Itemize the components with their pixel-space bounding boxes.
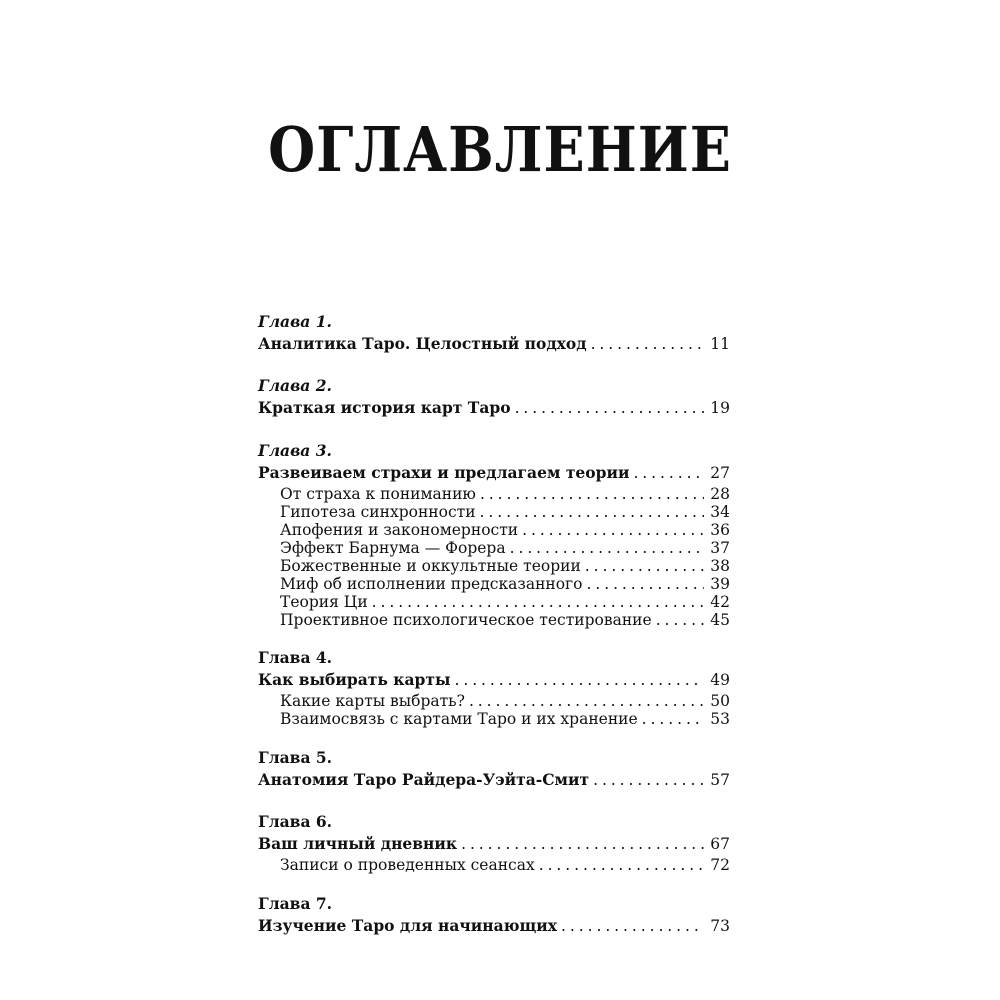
section-entry[interactable] [258, 593, 730, 611]
chapter-title: Ваш личный дневник [258, 834, 458, 853]
chapter-7 [258, 893, 730, 938]
chapter-label: Глава 2. [258, 376, 332, 395]
section-title: Апофения и закономерности [280, 521, 519, 539]
section-title: От страха к пониманию [280, 485, 476, 503]
page-number: 36 [710, 521, 730, 539]
section-entry[interactable] [258, 611, 730, 629]
chapter-label: Глава 6. [258, 812, 333, 831]
section-title: Записи о проведенных сеансах [280, 856, 535, 874]
dot-leader [510, 539, 705, 557]
section-entry[interactable] [258, 692, 730, 710]
chapter-title: Аналитика Таро. Целостный подход [258, 334, 587, 353]
chapter-title: Изучение Таро для начинающих [258, 916, 558, 935]
chapter-title: Анатомия Таро Райдера-Уэйта-Смит [258, 770, 590, 789]
section-entry[interactable] [258, 485, 730, 503]
chapter-label: Глава 1. [258, 312, 332, 331]
section-title: Проективное психологическое тестирование [280, 611, 652, 629]
chapter-entry[interactable] [258, 332, 730, 356]
chapter-entry[interactable] [258, 396, 730, 420]
section-title: Взаимосвязь с картами Таро и их хранение [280, 710, 638, 728]
chapter-label: Глава 5. [258, 748, 333, 767]
dot-leader [591, 332, 705, 356]
chapter-1 [258, 311, 730, 356]
chapter-title: Развеиваем страхи и предлагаем теории [258, 463, 630, 482]
chapter-entry[interactable] [258, 668, 730, 692]
page-number: 57 [710, 771, 730, 789]
chapter-label: Глава 4. [258, 648, 333, 667]
chapter-title: Краткая история карт Таро [258, 398, 511, 417]
section-title: Миф об исполнении предсказанного [280, 575, 583, 593]
dot-leader [587, 575, 705, 593]
chapter-3 [258, 440, 730, 629]
page-title: ОГЛАВЛЕНИЕ [268, 112, 732, 186]
page-number: 45 [710, 611, 730, 629]
dot-leader [561, 914, 704, 938]
page-number: 72 [710, 856, 730, 874]
dot-leader [461, 832, 704, 856]
chapter-entry[interactable] [258, 914, 730, 938]
page-number: 34 [710, 503, 730, 521]
page-number: 67 [710, 835, 730, 853]
page-number: 39 [710, 575, 730, 593]
dot-leader [455, 668, 705, 692]
page-number: 53 [710, 710, 730, 728]
dot-leader [515, 396, 705, 420]
dot-leader [633, 461, 704, 485]
page-number: 50 [710, 692, 730, 710]
section-title: Какие карты выбрать? [280, 692, 465, 710]
dot-leader [593, 768, 704, 792]
dot-leader [522, 521, 704, 539]
dot-leader [585, 557, 704, 575]
chapter-entry[interactable] [258, 768, 730, 792]
chapter-6 [258, 811, 730, 874]
section-entry[interactable] [258, 521, 730, 539]
section-title: Гипотеза синхронности [280, 503, 476, 521]
section-entry[interactable] [258, 710, 730, 728]
section-title: Теория Ци [280, 593, 368, 611]
dot-leader [642, 710, 705, 728]
dot-leader [656, 611, 705, 629]
page-number: 73 [710, 917, 730, 935]
page-number: 19 [710, 399, 730, 417]
page-number: 38 [710, 557, 730, 575]
chapter-2 [258, 375, 730, 420]
page-number: 28 [710, 485, 730, 503]
section-title: Эффект Барнума — Форера [280, 539, 506, 557]
dot-leader [469, 692, 704, 710]
section-entry[interactable] [258, 539, 730, 557]
chapter-title: Как выбирать карты [258, 670, 451, 689]
page-number: 42 [710, 593, 730, 611]
page-number: 11 [710, 335, 730, 353]
section-entry[interactable] [258, 575, 730, 593]
dot-leader [480, 503, 705, 521]
page-number: 27 [710, 464, 730, 482]
chapter-4 [258, 647, 730, 728]
section-title: Божественные и оккультные теории [280, 557, 581, 575]
dot-leader [539, 856, 705, 874]
page-number: 37 [710, 539, 730, 557]
chapter-5 [258, 747, 730, 792]
section-entry[interactable] [258, 856, 730, 874]
chapter-label: Глава 7. [258, 894, 333, 913]
chapter-label: Глава 3. [258, 441, 332, 460]
page-number: 49 [710, 671, 730, 689]
dot-leader [480, 485, 704, 503]
chapter-entry[interactable] [258, 461, 730, 485]
section-entry[interactable] [258, 557, 730, 575]
chapter-entry[interactable] [258, 832, 730, 856]
dot-leader [372, 593, 705, 611]
table-of-contents [258, 305, 730, 938]
section-entry[interactable] [258, 503, 730, 521]
